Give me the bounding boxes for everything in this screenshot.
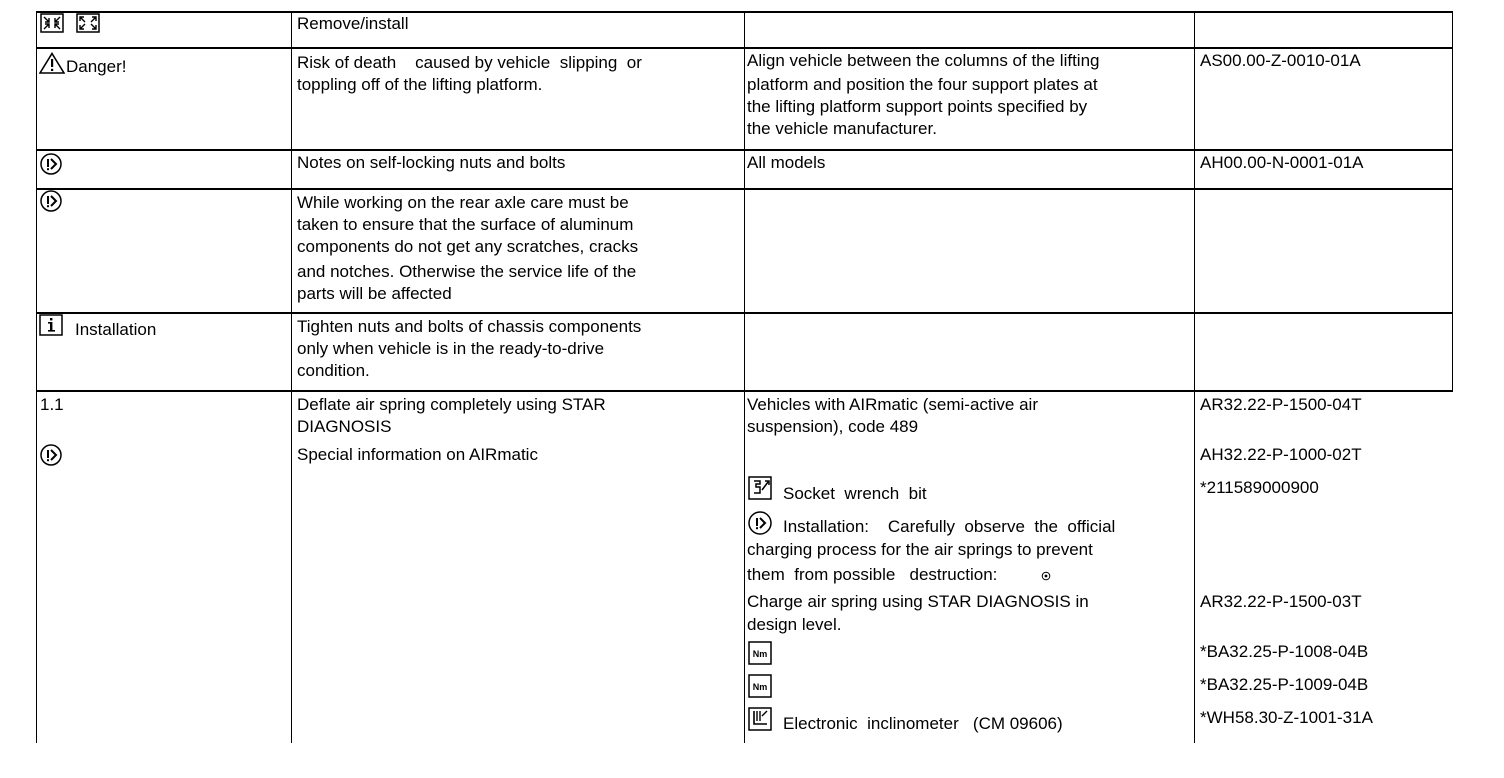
column-divider (744, 11, 745, 743)
link-icon[interactable] (1041, 571, 1051, 581)
torque-reference: *BA32.25-P-1009-04B (1200, 675, 1369, 694)
installation-description-line: only when vehicle is in the ready-to-drive (297, 339, 605, 358)
step-description-line: DIAGNOSIS (297, 417, 392, 436)
aluminum-description-line: parts will be affected (297, 284, 452, 303)
socket-wrench-reference: *211589000900 (1200, 478, 1319, 497)
aluminum-description-line: and notches. Otherwise the service life of the (297, 262, 637, 281)
charge-instruction-line: Charge air spring using STAR DIAGNOSIS in (747, 592, 1089, 611)
note-pointer-icon (39, 152, 63, 176)
step-detail-line: suspension), code 489 (747, 417, 919, 436)
installation-description-line: condition. (297, 361, 370, 380)
inclinometer-label: Electronic inclinometer (CM 09606) (783, 714, 1063, 733)
inclinometer-reference: *WH58.30-Z-1001-31A (1200, 708, 1373, 727)
remove-icon (40, 13, 64, 33)
column-divider (1194, 11, 1195, 743)
inclinometer-tool-icon (748, 707, 772, 731)
danger-detail-line: platform and position the four support plates at (747, 75, 1098, 94)
aluminum-description-line: taken to ensure that the surface of aluminum (297, 215, 634, 234)
step-number: 1.1 (40, 395, 64, 414)
aluminum-description-line: components do not get any scratches, cracks (297, 237, 639, 256)
row-title-remove-install: Remove/install (297, 14, 409, 33)
danger-reference: AS00.00-Z-0010-01A (1200, 51, 1361, 70)
danger-description-line: Risk of death caused by vehicle slipping or (297, 53, 642, 72)
torque-nm-icon (748, 641, 772, 665)
aluminum-description-line: While working on the rear axle care must be (297, 193, 629, 212)
installation-note-line: charging process for the air springs to prevent (747, 540, 1093, 559)
installation-description-line: Tighten nuts and bolts of chassis components (297, 317, 642, 336)
socket-wrench-label: Socket wrench bit (783, 484, 927, 503)
danger-description-line: toppling off of the lifting platform. (297, 75, 543, 94)
svg-text:Nm: Nm (752, 682, 768, 692)
airmatic-special-reference: AH32.22-P-1000-02T (1200, 445, 1362, 464)
danger-detail-line: the vehicle manufacturer. (747, 119, 937, 138)
install-icon (76, 13, 100, 33)
svg-text:Nm: Nm (752, 649, 768, 659)
column-divider (36, 11, 37, 743)
column-divider (291, 11, 292, 743)
step-reference: AR32.22-P-1500-04T (1200, 395, 1362, 414)
installation-note-line: them from possible destruction: (747, 565, 998, 584)
installation-note-line: Installation: Carefully observe the official (783, 517, 1116, 536)
column-divider (1452, 11, 1453, 391)
step-detail-line: Vehicles with AIRmatic (semi-active air (747, 395, 1038, 414)
note-pointer-icon (39, 189, 63, 213)
notes-detail: All models (747, 153, 826, 172)
info-icon (39, 314, 63, 336)
notes-reference: AH00.00-N-0001-01A (1200, 153, 1364, 172)
airmatic-special-info: Special information on AIRmatic (297, 445, 538, 464)
charge-instruction-line: design level. (747, 615, 842, 634)
installation-label: Installation (75, 320, 157, 339)
step-description-line: Deflate air spring completely using STAR (297, 395, 606, 414)
installation-note-icon (747, 510, 773, 536)
danger-detail-line: Align vehicle between the columns of the lifting (747, 51, 1100, 70)
danger-label: Danger! (66, 57, 127, 76)
socket-wrench-tool-icon (748, 476, 772, 500)
torque-nm-icon (748, 674, 772, 698)
torque-reference: *BA32.25-P-1008-04B (1200, 642, 1369, 661)
charge-reference: AR32.22-P-1500-03T (1200, 592, 1362, 611)
warning-triangle-icon (39, 52, 65, 74)
danger-detail-line: the lifting platform support points specified by (747, 97, 1088, 116)
notes-description: Notes on self-locking nuts and bolts (297, 153, 566, 172)
note-pointer-icon (39, 443, 63, 467)
